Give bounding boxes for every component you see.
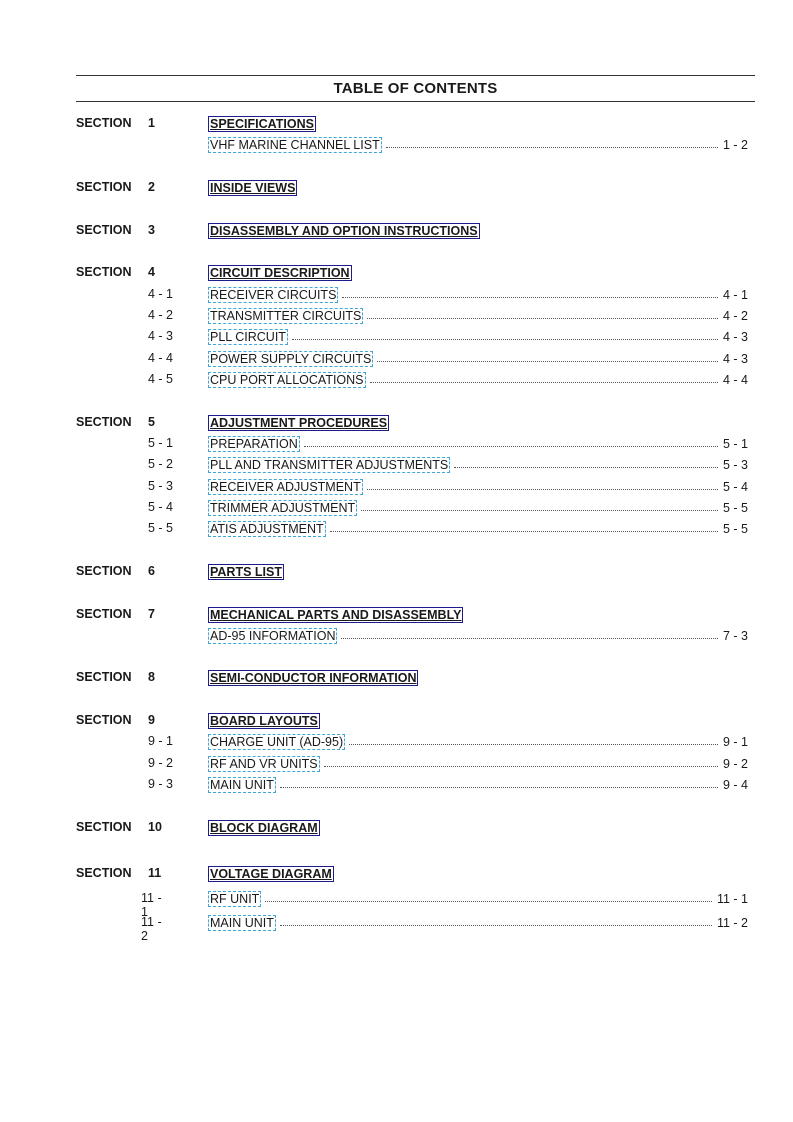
section-label: SECTION bbox=[76, 265, 132, 279]
section-number: 8 bbox=[148, 670, 155, 684]
section-title-link[interactable]: MECHANICAL PARTS AND DISASSEMBLY bbox=[210, 608, 462, 622]
dot-leader bbox=[386, 147, 718, 148]
subsection-number: 4 - 4 bbox=[148, 351, 174, 365]
toc-entry bbox=[208, 351, 748, 367]
toc-entry bbox=[208, 915, 748, 931]
subsection-number: 11 - 2 bbox=[141, 915, 162, 943]
section-title-link[interactable]: VOLTAGE DIAGRAM bbox=[210, 867, 332, 881]
toc-entry-page: 4 - 3 bbox=[720, 329, 748, 345]
toc-entry-link[interactable]: RECEIVER CIRCUITS bbox=[210, 288, 337, 302]
toc-entry-page: 9 - 1 bbox=[720, 734, 748, 750]
toc-entry bbox=[208, 891, 748, 907]
toc-entry-link[interactable]: CHARGE UNIT (AD-95) bbox=[210, 735, 344, 749]
title-bottom-rule bbox=[76, 101, 755, 102]
subsection-number: 4 - 2 bbox=[148, 308, 174, 322]
subsection-number: 4 - 5 bbox=[148, 372, 174, 386]
subsection-number: 4 - 3 bbox=[148, 329, 174, 343]
dot-leader bbox=[367, 489, 718, 490]
toc-entry bbox=[208, 756, 748, 772]
dot-leader bbox=[377, 361, 718, 362]
toc-entry-link[interactable]: POWER SUPPLY CIRCUITS bbox=[210, 352, 372, 366]
section-number: 6 bbox=[148, 564, 155, 578]
toc-entry bbox=[208, 372, 748, 388]
toc-entry-page: 4 - 2 bbox=[720, 308, 748, 324]
toc-entry-link[interactable]: VHF MARINE CHANNEL LIST bbox=[210, 138, 380, 152]
dot-leader bbox=[341, 638, 718, 639]
section-label: SECTION bbox=[76, 713, 132, 727]
subsection-number: 9 - 3 bbox=[148, 777, 174, 791]
toc-entry bbox=[208, 500, 748, 516]
section-title-link[interactable]: SPECIFICATIONS bbox=[210, 117, 314, 131]
section-number: 1 bbox=[148, 116, 155, 130]
subsection-number: 11 - 1 bbox=[141, 891, 162, 919]
section-label: SECTION bbox=[76, 820, 132, 834]
toc-entry-page: 5 - 3 bbox=[720, 457, 748, 473]
dot-leader bbox=[304, 446, 718, 447]
subsection-number: 5 - 3 bbox=[148, 479, 174, 493]
toc-entry bbox=[208, 521, 748, 537]
toc-entry-page: 5 - 5 bbox=[720, 500, 748, 516]
section-title-link[interactable]: SEMI-CONDUCTOR INFORMATION bbox=[210, 671, 417, 685]
section-label: SECTION bbox=[76, 415, 132, 429]
toc-entry-link[interactable]: PLL CIRCUIT bbox=[210, 330, 286, 344]
dot-leader bbox=[292, 339, 718, 340]
toc-entry-link[interactable]: MAIN UNIT bbox=[210, 778, 274, 792]
dot-leader bbox=[265, 901, 712, 902]
toc-entry bbox=[208, 137, 748, 153]
subsection-number: 5 - 2 bbox=[148, 457, 174, 471]
toc-entry bbox=[208, 329, 748, 345]
toc-entry-link[interactable]: RF UNIT bbox=[210, 892, 260, 906]
toc-entry bbox=[208, 457, 748, 473]
section-title-link[interactable]: PARTS LIST bbox=[210, 565, 282, 579]
section-title-link[interactable]: BLOCK DIAGRAM bbox=[210, 821, 318, 835]
toc-entry-link[interactable]: MAIN UNIT bbox=[210, 916, 274, 930]
toc-entry bbox=[208, 777, 748, 793]
toc-entry bbox=[208, 287, 748, 303]
toc-entry bbox=[208, 479, 748, 495]
toc-entry-page: 11 - 1 bbox=[714, 891, 748, 907]
section-label: SECTION bbox=[76, 670, 132, 684]
dot-leader bbox=[280, 925, 712, 926]
section-title-link[interactable]: BOARD LAYOUTS bbox=[210, 714, 318, 728]
section-title-link[interactable]: ADJUSTMENT PROCEDURES bbox=[210, 416, 388, 430]
dot-leader bbox=[370, 382, 718, 383]
dot-leader bbox=[280, 787, 718, 788]
section-number: 7 bbox=[148, 607, 155, 621]
section-label: SECTION bbox=[76, 180, 132, 194]
section-label: SECTION bbox=[76, 607, 132, 621]
toc-entry bbox=[208, 308, 748, 324]
subsection-number: 5 - 1 bbox=[148, 436, 174, 450]
toc-entry bbox=[208, 734, 748, 750]
toc-entry-page: 11 - 2 bbox=[714, 915, 748, 931]
page-title: TABLE OF CONTENTS bbox=[333, 80, 498, 97]
dot-leader bbox=[330, 531, 718, 532]
dot-leader bbox=[349, 744, 718, 745]
section-number: 3 bbox=[148, 223, 155, 237]
dot-leader bbox=[454, 467, 718, 468]
toc-entry-link[interactable]: TRANSMITTER CIRCUITS bbox=[210, 309, 362, 323]
toc-entry-link[interactable]: TRIMMER ADJUSTMENT bbox=[210, 501, 356, 515]
section-label: SECTION bbox=[76, 564, 132, 578]
subsection-number: 9 - 2 bbox=[148, 756, 174, 770]
toc-entry-link[interactable]: RF AND VR UNITS bbox=[210, 757, 318, 771]
section-title-link[interactable]: DISASSEMBLY AND OPTION INSTRUCTIONS bbox=[210, 224, 478, 238]
section-number: 2 bbox=[148, 180, 155, 194]
toc-entry-page: 9 - 4 bbox=[720, 777, 748, 793]
toc-entry-link[interactable]: AD-95 INFORMATION bbox=[210, 629, 336, 643]
toc-entry-page: 4 - 4 bbox=[720, 372, 748, 388]
toc-entry-page: 1 - 2 bbox=[720, 137, 748, 153]
subsection-number: 9 - 1 bbox=[148, 734, 174, 748]
toc-entry-link[interactable]: ATIS ADJUSTMENT bbox=[210, 522, 324, 536]
dot-leader bbox=[361, 510, 718, 511]
toc-entry-link[interactable]: CPU PORT ALLOCATIONS bbox=[210, 373, 364, 387]
toc-entry-page: 5 - 5 bbox=[720, 521, 748, 537]
subsection-number: 5 - 5 bbox=[148, 521, 174, 535]
dot-leader bbox=[342, 297, 718, 298]
subsection-number: 4 - 1 bbox=[148, 287, 174, 301]
section-number: 10 bbox=[148, 820, 162, 834]
section-title-link[interactable]: INSIDE VIEWS bbox=[210, 181, 296, 195]
toc-entry-page: 7 - 3 bbox=[720, 628, 748, 644]
dot-leader bbox=[367, 318, 718, 319]
toc-entry-page: 9 - 2 bbox=[720, 756, 748, 772]
dot-leader bbox=[324, 766, 718, 767]
toc-entry-link[interactable]: RECEIVER ADJUSTMENT bbox=[210, 480, 361, 494]
subsection-number: 5 - 4 bbox=[148, 500, 174, 514]
section-label: SECTION bbox=[76, 223, 132, 237]
toc-entry-link[interactable]: PLL AND TRANSMITTER ADJUSTMENTS bbox=[210, 458, 449, 472]
toc-entry-link[interactable]: PREPARATION bbox=[210, 437, 298, 451]
toc-entry-page: 4 - 3 bbox=[720, 351, 748, 367]
toc-entry bbox=[208, 436, 748, 452]
toc-entry-page: 4 - 1 bbox=[720, 287, 748, 303]
section-label: SECTION bbox=[76, 866, 132, 880]
section-number: 4 bbox=[148, 265, 155, 279]
section-title-link[interactable]: CIRCUIT DESCRIPTION bbox=[210, 266, 350, 280]
section-number: 5 bbox=[148, 415, 155, 429]
toc-entry bbox=[208, 628, 748, 644]
toc-entry-page: 5 - 1 bbox=[720, 436, 748, 452]
toc-entry-page: 5 - 4 bbox=[720, 479, 748, 495]
section-number: 9 bbox=[148, 713, 155, 727]
top-rule bbox=[76, 75, 755, 76]
section-label: SECTION bbox=[76, 116, 132, 130]
section-number: 11 bbox=[148, 866, 162, 880]
